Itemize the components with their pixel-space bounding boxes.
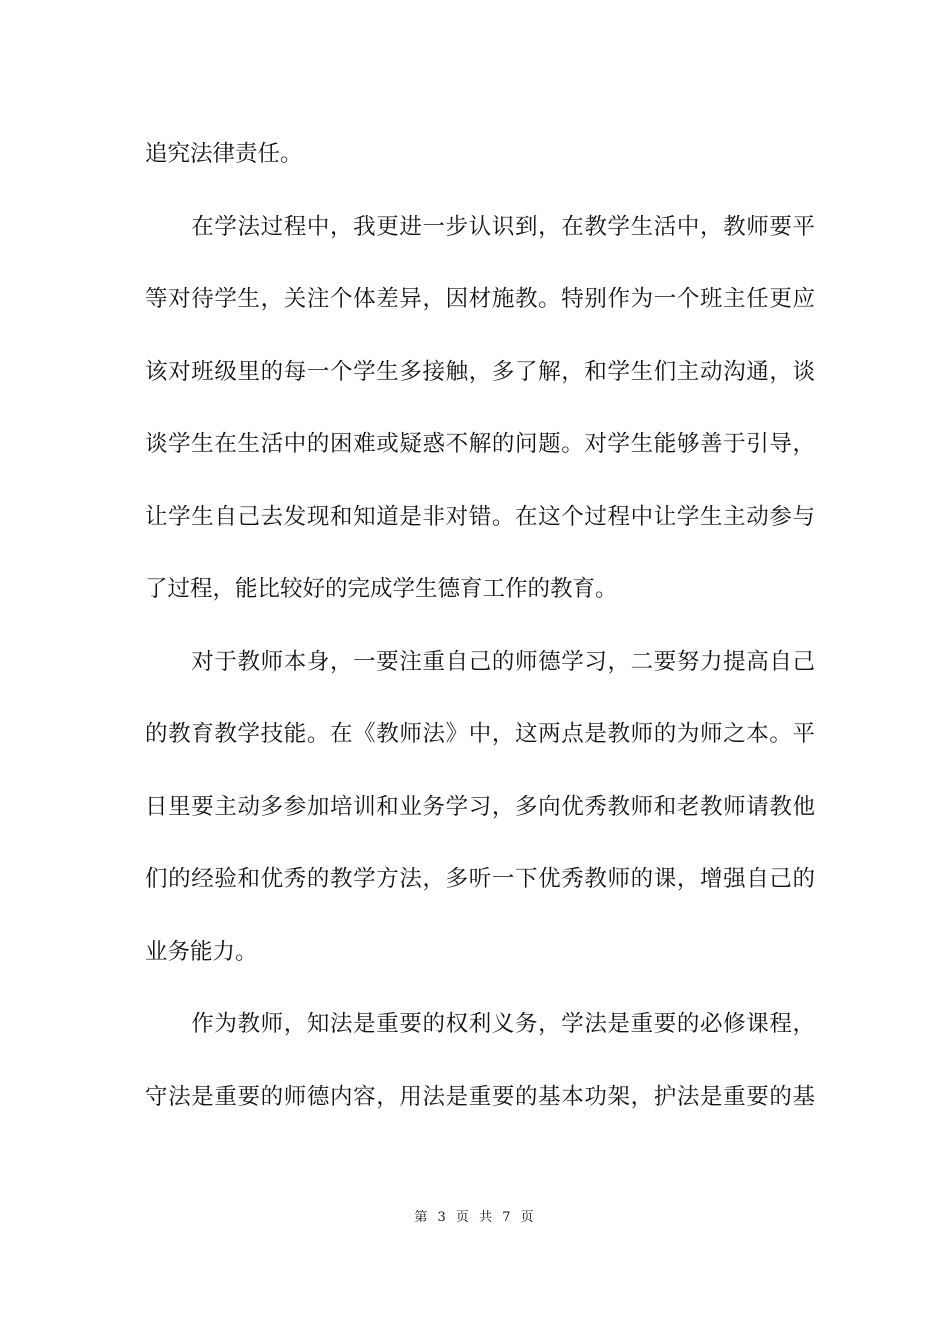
- body-text: [145, 127, 815, 1142]
- footer-label-unit-2: 页: [520, 1210, 536, 1225]
- text-line: 该对班级里的每一个学生多接触，多了解，和学生们主动沟通，谈: [145, 358, 815, 385]
- text-line: 追究法律责任。: [145, 141, 303, 167]
- text-line: 谈学生在生活中的困难或疑惑不解的问题。对学生能够善于引导，: [145, 431, 815, 457]
- footer-label-total: 共: [479, 1210, 495, 1225]
- text-line: 守法是重要的师德内容，用法是重要的基本功架，护法是重要的基: [145, 1083, 815, 1110]
- text-line: 的教育教学技能。在《教师法》中，这两点是教师的为师之本。平: [145, 721, 815, 747]
- text-line: 在学法过程中，我更进一步认识到，在教学生活中，教师要平: [145, 213, 815, 240]
- footer-label-unit: 页: [455, 1210, 471, 1225]
- footer-current-page: 3: [437, 1210, 448, 1225]
- text-line: 等对待学生，关注个体差异，因材施教。特别作为一个班主任更应: [145, 286, 815, 312]
- text-line: 让学生自己去发现和知道是非对错。在这个过程中让学生主动参与: [145, 503, 815, 530]
- text-line: 日里要主动多参加培训和业务学习，多向优秀教师和老教师请教他: [145, 793, 815, 820]
- text-line: 了过程，能比较好的完成学生德育工作的教育。: [145, 576, 618, 602]
- text-line: 作为教师，知法是重要的权利义务，学法是重要的必修课程，: [145, 1011, 815, 1037]
- text-line: 业务能力。: [145, 938, 258, 965]
- text-line: 们的经验和优秀的教学方法，多听一下优秀教师的课，增强自己的: [145, 866, 815, 892]
- footer-total-pages: 7: [502, 1210, 513, 1225]
- footer-label-page: 第: [414, 1210, 430, 1225]
- text-line: 对于教师本身，一要注重自己的师德学习，二要努力提高自己: [145, 648, 815, 675]
- page-footer: [0, 1208, 950, 1228]
